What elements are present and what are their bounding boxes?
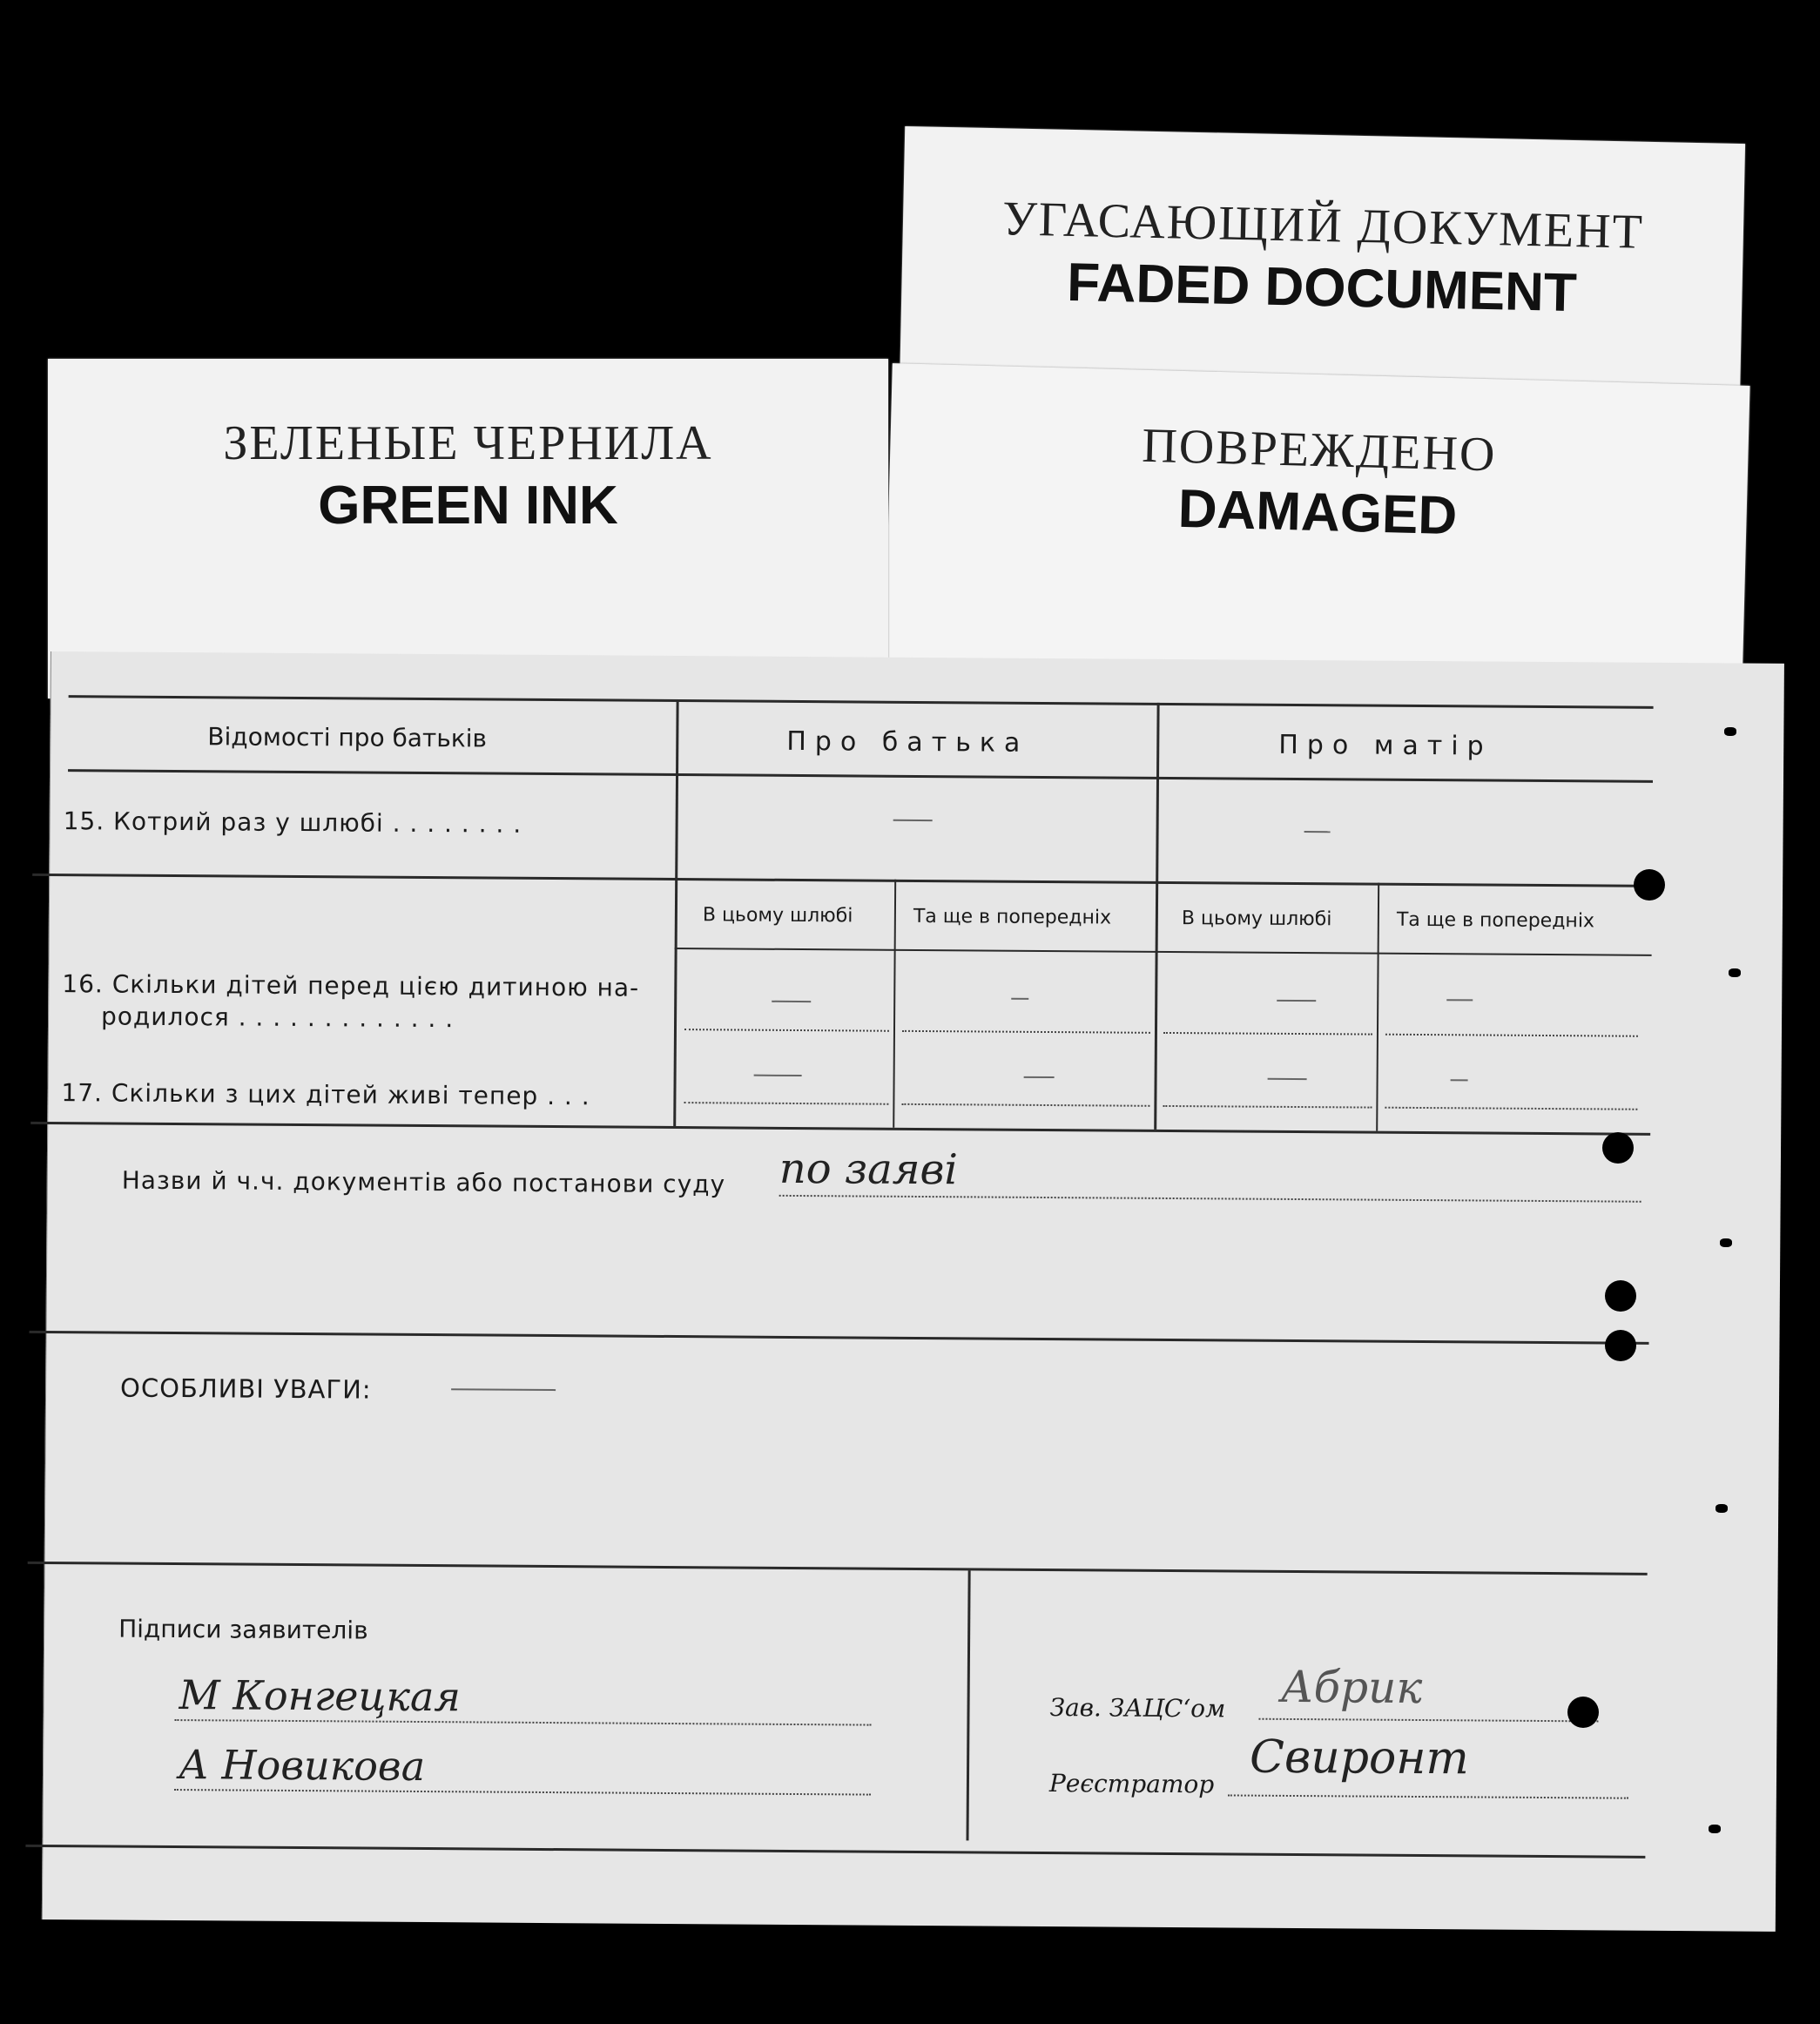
registrar-label: Реєстратор (1048, 1769, 1215, 1799)
green-ink-card (48, 359, 888, 698)
previous-father: Та ще в попередніх (913, 905, 1112, 929)
empty-mark (1011, 998, 1028, 1000)
faded-ru-label: УГАСАЮЩИЙ ДОКУМЕНТ (1001, 192, 1645, 260)
previous-mother: Та ще в попередніх (1396, 908, 1595, 933)
fill-line (174, 1789, 871, 1796)
fill-line (1385, 1107, 1637, 1110)
empty-mark (754, 1075, 802, 1076)
fill-line (1163, 1032, 1372, 1036)
fill-line (684, 1102, 888, 1105)
divider (966, 1570, 970, 1840)
fill-line (902, 1030, 1150, 1034)
fill-line (901, 1103, 1149, 1107)
rule (675, 948, 1652, 956)
damaged-ru-label: ПОВРЕЖДЕНО (1141, 418, 1498, 482)
divider (893, 880, 896, 1128)
green-ru-label: ЗЕЛЕНЫЕ ЧЕРНИЛА (223, 416, 713, 470)
empty-mark (1446, 999, 1473, 1001)
applicant-1-signature: М Конгецкая (179, 1671, 462, 1721)
faded-en-label: FADED DOCUMENT (1066, 252, 1578, 324)
empty-mark (772, 1001, 811, 1002)
punch-hole (1602, 1132, 1634, 1164)
rule (30, 1122, 1650, 1136)
edge-mark (1720, 1238, 1732, 1247)
this-marriage-mother: В цьому шлюбі (1181, 907, 1332, 931)
edge-mark (1729, 968, 1741, 977)
punch-hole (1567, 1697, 1599, 1728)
fill-line (1163, 1105, 1372, 1109)
empty-mark (893, 820, 933, 821)
green-en-label: GREEN INK (318, 476, 618, 536)
fill-line (174, 1719, 871, 1726)
empty-mark (1268, 1078, 1307, 1080)
about-mother-header: Про матір (1278, 729, 1493, 762)
edge-mark (1716, 1504, 1728, 1513)
head-signature: Абрик (1280, 1661, 1423, 1714)
remarks-label: ОСОБЛИВІ УВАГИ: (119, 1373, 372, 1405)
fill-line (684, 1029, 889, 1032)
empty-mark (451, 1388, 556, 1391)
head-label: Зав. ЗАЦС‘ом (1049, 1693, 1226, 1724)
rule (25, 1845, 1645, 1859)
this-marriage-father: В цьому шлюбі (702, 904, 853, 928)
empty-mark (1451, 1079, 1468, 1081)
empty-mark (1304, 831, 1331, 833)
rule (32, 874, 1652, 887)
divider (1376, 883, 1379, 1131)
row-16-line2: родилося . . . . . . . . . . . . . (100, 1002, 455, 1034)
punch-hole (1634, 869, 1665, 901)
rule (68, 769, 1653, 783)
punch-hole (1605, 1280, 1636, 1312)
applicants-label: Підписи заявителів (118, 1614, 368, 1645)
fill-line (1228, 1794, 1628, 1798)
rule (28, 1562, 1648, 1575)
documents-handwritten: по заяві (779, 1144, 959, 1195)
fill-line (779, 1195, 1641, 1203)
row-16-line1: 16. Скільки дітей перед цією дитиною на- (62, 969, 640, 1002)
divider (673, 699, 678, 1126)
damaged-en-label: DAMAGED (1177, 478, 1459, 547)
edge-mark (1709, 1825, 1721, 1833)
empty-mark (1277, 1000, 1316, 1002)
registration-form (42, 651, 1784, 1932)
edge-mark (1724, 727, 1736, 736)
applicant-2-signature: А Новикова (178, 1741, 426, 1791)
fill-line (1385, 1034, 1638, 1037)
rule (30, 1331, 1649, 1345)
rule (69, 695, 1654, 709)
divider (1154, 703, 1159, 1130)
fill-line (1258, 1718, 1598, 1723)
punch-hole (1605, 1330, 1636, 1361)
damaged-card (884, 363, 1749, 699)
documents-label: Назви й ч.ч. документів або постанови суду (121, 1165, 726, 1199)
row-17-label: 17. Скільки з цих дітей живі тепер . . . (61, 1078, 590, 1111)
row-15-label: 15. Котрий раз у шлюбі . . . . . . . . (63, 806, 522, 839)
empty-mark (1024, 1076, 1055, 1078)
registrar-signature: Свиронт (1249, 1731, 1470, 1785)
parents-info-header: Відомості про батьків (207, 722, 488, 753)
about-father-header: Про батька (786, 725, 1029, 759)
